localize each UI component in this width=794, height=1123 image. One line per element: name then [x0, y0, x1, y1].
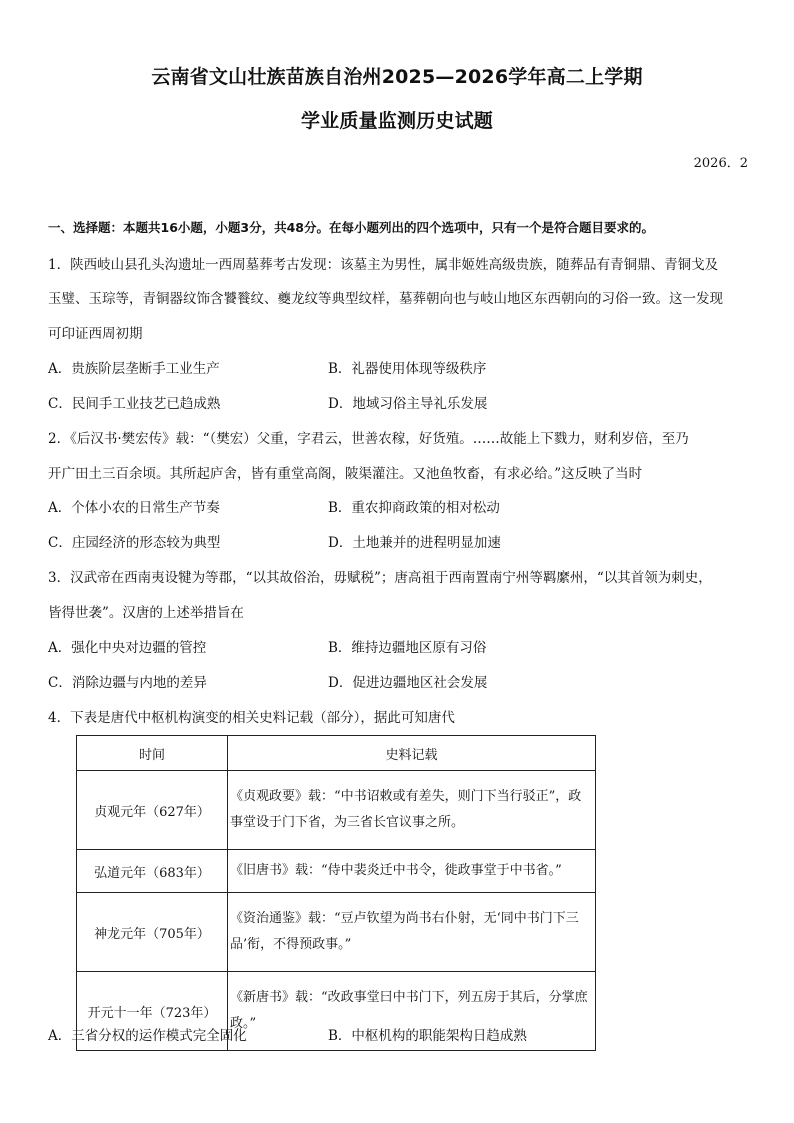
q2-option-c: C．庄园经济的形态较为典型: [48, 535, 221, 551]
exam-title-line2: 学业质量监测历史试题: [300, 110, 493, 132]
table-cell-record: 《新唐书》载：“改政事堂曰中书门下，列五房于其后，分掌庶政。”: [228, 972, 596, 1051]
q4-stem-line1: 4．下表是唐代中枢机构演变的相关史料记载（部分），据此可知唐代: [48, 710, 455, 726]
history-records-table: [76, 735, 596, 1051]
q2-option-d: D．土地兼并的进程明显加速: [328, 535, 501, 551]
table-row: [77, 850, 596, 893]
q1-stem-line1: 1．陕西岐山县孔头沟遗址一西周墓葬考古发现：该墓主为男性，属非姬姓高级贵族，随葬品有青铜鼎、青铜戈及: [48, 257, 719, 273]
table-row: [77, 771, 596, 850]
exam-date: 2026．2: [693, 156, 748, 171]
q2-stem-line1: 2．《后汉书·樊宏传》载：“（樊宏）父重，字君云，世善农稼，好货殖。……故能上下戮力，财利岁倍，至乃: [48, 431, 689, 447]
section-heading: 一、选择题：本题共16小题，小题3分，共48分。在每小题列出的四个选项中，只有一个是符合题目要求的。: [48, 220, 654, 235]
table-cell-time: 神龙元年（705年）: [77, 893, 228, 972]
table-header-row: [77, 736, 596, 771]
table-header-time: 时间: [77, 736, 228, 771]
table-cell-record: 《旧唐书》载：“侍中裴炎迁中书令，徙政事堂于中书省。”: [228, 850, 596, 893]
q1-stem-line3: 可印证西周初期: [48, 326, 143, 342]
q3-stem-line2: 皆得世袭”。汉唐的上述举措旨在: [48, 605, 244, 621]
q3-option-c: C．消除边疆与内地的差异: [48, 675, 207, 691]
q3-option-a: A．强化中央对边疆的管控: [48, 640, 207, 656]
q4-option-a: A．三省分权的运作模式完全固化: [48, 1028, 247, 1044]
q1-option-d: D．地域习俗主导礼乐发展: [328, 396, 488, 412]
table-cell-time: 开元十一年（723年）: [77, 972, 228, 1051]
table-cell-record: 《贞观政要》载：“中书诏敕或有差失，则门下当行驳正”，政事堂设于门下省，为三省长官议事之所。: [228, 771, 596, 850]
q2-option-b: B．重农抑商政策的相对松动: [328, 500, 500, 516]
table-cell-record: 《资治通鉴》载：“豆卢钦望为尚书右仆射，无‘同中书门下三品’衔，不得预政事。”: [228, 893, 596, 972]
table-header-record: 史料记载: [228, 736, 596, 771]
q3-stem-line1: 3．汉武帝在西南夷设犍为等郡，“以其故俗治，毋赋税”；唐高祖于西南置南宁州等羁縻州，“以其首领为刺史，: [48, 570, 712, 586]
q2-stem-line2: 开广田土三百余顷。其所起庐舍，皆有重堂高阁，陂渠灌注。又池鱼牧畜，有求必给。”这反映了当时: [48, 466, 643, 482]
table-cell-time: 贞观元年（627年）: [77, 771, 228, 850]
q1-option-c: C．民间手工业技艺已趋成熟: [48, 396, 221, 412]
q1-stem-line2: 玉璧、玉琮等，青铜器纹饰含饕餮纹、夔龙纹等典型纹样，墓葬朝向也与岐山地区东西朝向的习俗一致。这一发现: [48, 291, 723, 307]
q1-option-b: B．礼器使用体现等级秩序: [328, 361, 487, 377]
q2-option-a: A．个体小农的日常生产节奏: [48, 500, 220, 516]
table-cell-time: 弘道元年（683年）: [77, 850, 228, 893]
q3-option-b: B．维持边疆地区原有习俗: [328, 640, 487, 656]
q1-option-a: A．贵族阶层垄断手工业生产: [48, 361, 220, 377]
table-row: [77, 893, 596, 972]
exam-title-line1: 云南省文山壮族苗族自治州2025—2026学年高二上学期: [151, 66, 643, 88]
q3-option-d: D．促进边疆地区社会发展: [328, 675, 488, 691]
q4-option-b: B．中枢机构的职能架构日趋成熟: [328, 1028, 527, 1044]
